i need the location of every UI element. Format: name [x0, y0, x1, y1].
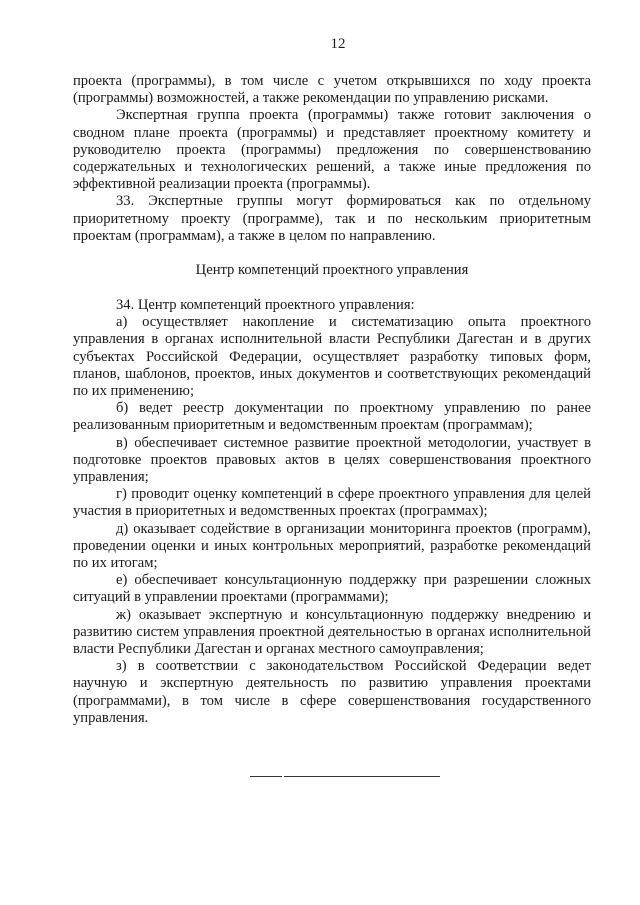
- end-separator-short: [250, 776, 282, 777]
- body-text-top: [73, 73, 591, 245]
- page-number: 12: [330, 36, 346, 52]
- paragraph-item-34-e: е) обеспечивает консультационную поддержку при разрешении сложных ситуаций в управлении проектами (программами);: [73, 572, 591, 606]
- paragraph-item-34-b: б) ведет реестр документации по проектному управлению по ранее реализованным приоритетным и ведомственным проектам (программам);: [73, 400, 591, 434]
- paragraph-item-34-d: д) оказывает содействие в организации мониторинга проектов (программ), проведении оценки и иных контрольных мероприятий, разработке рекомендаций по их итогам;: [73, 520, 591, 572]
- paragraph-item-33: 33. Экспертные группы могут формироваться как по отдельному приоритетному проекту (программе), так и по нескольким приоритетным проектам (программам), а также в целом по направлению.: [73, 193, 591, 244]
- paragraph-continuation: проекта (программы), в том числе с учетом открывшихся по ходу проекта (программы) возможностей, а также рекомендации по управлению рисками.: [73, 73, 591, 107]
- section-heading: Центр компетенций проектного управления: [195, 262, 469, 278]
- paragraph-item-34-zh: ж) оказывает экспертную и консультационную поддержку внедрению и развитию систем управления проектной деятельностью в органах исполнительной власти Республики Дагестан и органах местного самоуправления;: [73, 606, 591, 658]
- end-separator-long: [284, 776, 440, 777]
- paragraph-item-34-a: а) осуществляет накопление и систематизацию опыта проектного управления в органах исполнительной власти Республики Дагестан и в других субъектах Российской Федерации, осуществляет разработку типовых форм, планов, шаблонов, проектов, иных документов и соответствующих рекомендаций по их применению;: [73, 314, 591, 400]
- paragraph-item-34: 34. Центр компетенций проектного управления:: [116, 297, 415, 313]
- paragraph-item-34-z: з) в соответствии с законодательством Российской Федерации ведет научную и экспертную деятельность по развитию управления проектами (программами), в том числе в сфере совершенствования государственного управления.: [73, 658, 591, 726]
- paragraph-expert-group: Экспертная группа проекта (программы) также готовит заключения о сводном плане проекта (программы) и представляет проектному комитету и руководителю проекта (программы) предложения по совершенствованию содержательных и технологических решений, а также иные предложения по эффективной реализации проекта (программы).: [73, 107, 591, 193]
- paragraph-item-34-v: в) обеспечивает системное развитие проектной методологии, участвует в подготовке проектов правовых актов в целях совершенствования проектного управления;: [73, 434, 591, 486]
- paragraph-item-34-g: г) проводит оценку компетенций в сфере проектного управления для целей участия в приоритетных и ведомственных проектах (программах);: [73, 486, 591, 520]
- body-text-section: [73, 297, 591, 727]
